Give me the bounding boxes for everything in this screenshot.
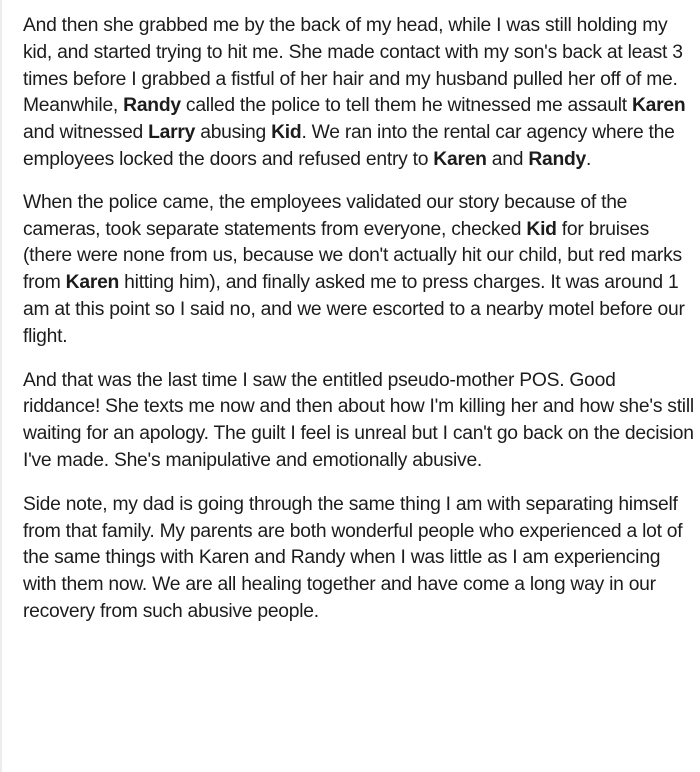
text-segment: abusing: [195, 122, 272, 144]
name-karen: Karen: [433, 148, 487, 170]
left-border: [0, 0, 2, 772]
paragraph-2: [23, 190, 695, 351]
text-segment: and: [486, 148, 529, 170]
text-segment: hitting him), and finally asked me to press charges. It was around 1 am at this point so I said no, and we were escorted to a nearby motel before our flight.: [23, 272, 685, 347]
paragraph-3: [23, 368, 695, 475]
text-segment: And that was the last time I saw the entitled pseudo-mother POS. Good riddance! She texts me now and then about how I'm killing her and how she's still waiting for an apology. The guilt I feel is unreal but I can't go back on the decision I've made. She's manipulative and emotionally abusive.: [23, 369, 694, 471]
name-karen: Karen: [631, 95, 686, 117]
paragraph-4: [23, 492, 695, 626]
text-segment: . We ran into the rental car agency where the employees locked the doors and refused entry to: [23, 122, 675, 170]
name-randy: Randy: [123, 95, 181, 117]
text-segment: called the police to tell them he witnessed me assault: [180, 95, 632, 117]
name-larry: Larry: [148, 122, 196, 144]
name-kid: Kid: [271, 122, 302, 144]
post-body: [23, 13, 695, 642]
name-randy: Randy: [528, 148, 587, 170]
name-karen: Karen: [65, 272, 120, 294]
paragraph-1: [23, 13, 695, 174]
text-segment: When the police came, the employees validated our story because of the cameras, took separate statements from everyone, checked: [23, 191, 628, 240]
text-segment: Side note, my dad is going through the same thing I am with separating himself from that family. My parents are both wonderful people who experienced a lot of the same things with Karen and Randy when I was little as I am experiencing with them now. We are all healing together and have come a long way in our recovery from such abusive people.: [23, 493, 683, 622]
text-segment: .: [586, 148, 592, 170]
text-segment: And then she grabbed me by the back of my head, while I was still holding my kid, and started trying to hit me. She made contact with my son's back at least 3 times before I grabbed a fistful of her hair and my husband pulled her off of me. Meanwhile,: [23, 15, 683, 117]
text-segment: for bruises (there were none from us, because we don't actually hit our child, but red marks from: [23, 218, 682, 294]
text-segment: and witnessed: [23, 122, 149, 144]
name-kid: Kid: [526, 218, 557, 240]
